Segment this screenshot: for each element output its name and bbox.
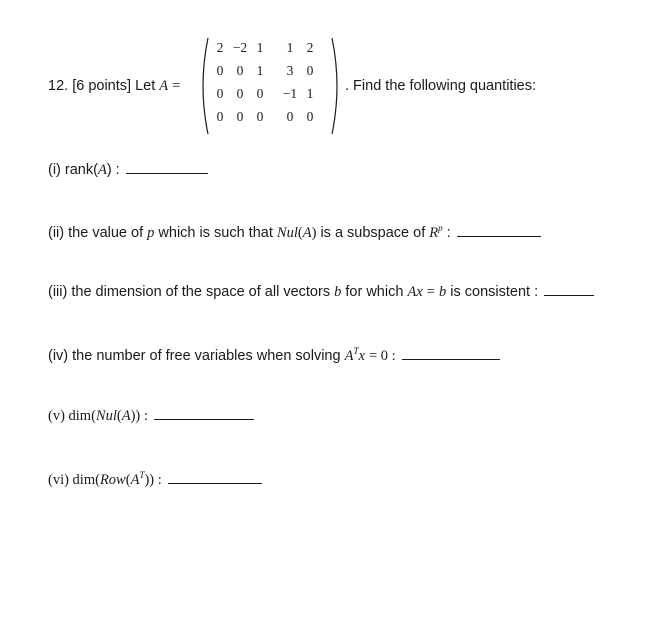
matrix-cell: 1 [256, 63, 264, 78]
q2-R: R [429, 224, 439, 241]
q3-label: (iii) the dimension of the space of all vectors [48, 284, 331, 300]
question-4 [48, 346, 500, 365]
matrix-cell: 2 [216, 40, 224, 55]
q4-answer-blank[interactable] [402, 358, 500, 360]
matrix-cell: −2 [232, 40, 248, 55]
q1-answer-blank[interactable] [126, 172, 208, 174]
matrix-a [196, 36, 344, 136]
problem-instruction: . Find the following quantities: [345, 78, 537, 94]
question-5 [48, 408, 254, 425]
q2-answer-blank[interactable] [457, 235, 541, 237]
problem-number: 12. [48, 78, 69, 94]
q5-close: )) : [130, 408, 148, 424]
matrix-cell: 1 [256, 40, 264, 55]
q6-row: Row [99, 471, 126, 488]
matrix-cell: 2 [306, 40, 314, 55]
q5-var: A [121, 408, 131, 424]
question-3 [48, 284, 594, 301]
q2-text: which is such that [158, 224, 273, 241]
q4-eq: = 0 : [368, 347, 396, 364]
question-1 [48, 162, 208, 179]
q1-close: ) : [106, 162, 120, 178]
q6-T: T [139, 470, 145, 480]
matrix-cell: 1 [286, 40, 294, 55]
matrix-cell: 0 [306, 109, 314, 124]
question-6 [48, 470, 262, 489]
q2-close: ) [311, 224, 317, 241]
q2-colon: : [446, 224, 451, 241]
q3-eq-lhs: Ax [407, 284, 423, 300]
q6-label: (vi) dim( [48, 471, 100, 488]
q2-nul: Nul [276, 224, 298, 241]
q2-var: A [302, 224, 312, 241]
matrix-cell: 0 [216, 63, 224, 78]
q6-var: A [130, 471, 140, 488]
matrix-cell: −1 [282, 86, 298, 101]
matrix-cell: 0 [216, 109, 224, 124]
q6-answer-blank[interactable] [168, 482, 262, 484]
q2-text2: is a subspace of [320, 224, 426, 241]
problem-points: [6 points] [72, 78, 132, 94]
matrix-cell: 0 [236, 86, 244, 101]
q2-p: p [147, 224, 155, 241]
q6-close: )) : [144, 471, 162, 488]
q1-var: A [97, 162, 107, 178]
problem-header [48, 78, 180, 95]
q2-sup: p [438, 223, 443, 233]
q3-eq-sign: = [426, 284, 435, 300]
matrix-cell: 0 [306, 63, 314, 78]
q1-label: (i) rank( [48, 162, 98, 178]
q5-answer-blank[interactable] [154, 418, 254, 420]
matrix-cell: 0 [256, 86, 264, 101]
q6-open: ( [125, 471, 131, 488]
q3-text2: is consistent : [450, 284, 539, 300]
q5-label: (v) dim( [48, 408, 96, 424]
q4-label: (iv) the number of free variables when solving [48, 347, 341, 364]
matrix-cell: 0 [216, 86, 224, 101]
matrix-cell: 0 [286, 109, 294, 124]
question-2 [48, 223, 541, 242]
problem-equals: = [172, 78, 181, 94]
matrix-cell: 0 [236, 63, 244, 78]
q4-x: x [358, 347, 365, 364]
problem-var: A [159, 78, 169, 94]
matrix-cell: 0 [236, 109, 244, 124]
q4-T: T [353, 346, 359, 356]
q4-A: A [344, 347, 354, 364]
q5-nul: Nul [95, 408, 117, 424]
problem-let: Let [135, 78, 156, 94]
matrix-cell: 0 [256, 109, 264, 124]
q2-open: ( [297, 224, 303, 241]
q3-b: b [334, 284, 342, 300]
q3-eq-rhs: b [439, 284, 447, 300]
right-paren-icon [328, 36, 344, 136]
q5-open: ( [116, 408, 122, 424]
q3-answer-blank[interactable] [544, 294, 594, 296]
q3-text: for which [345, 284, 404, 300]
q2-label: (ii) the value of [48, 224, 144, 241]
matrix-cell: 3 [286, 63, 294, 78]
matrix-cell: 1 [306, 86, 314, 101]
